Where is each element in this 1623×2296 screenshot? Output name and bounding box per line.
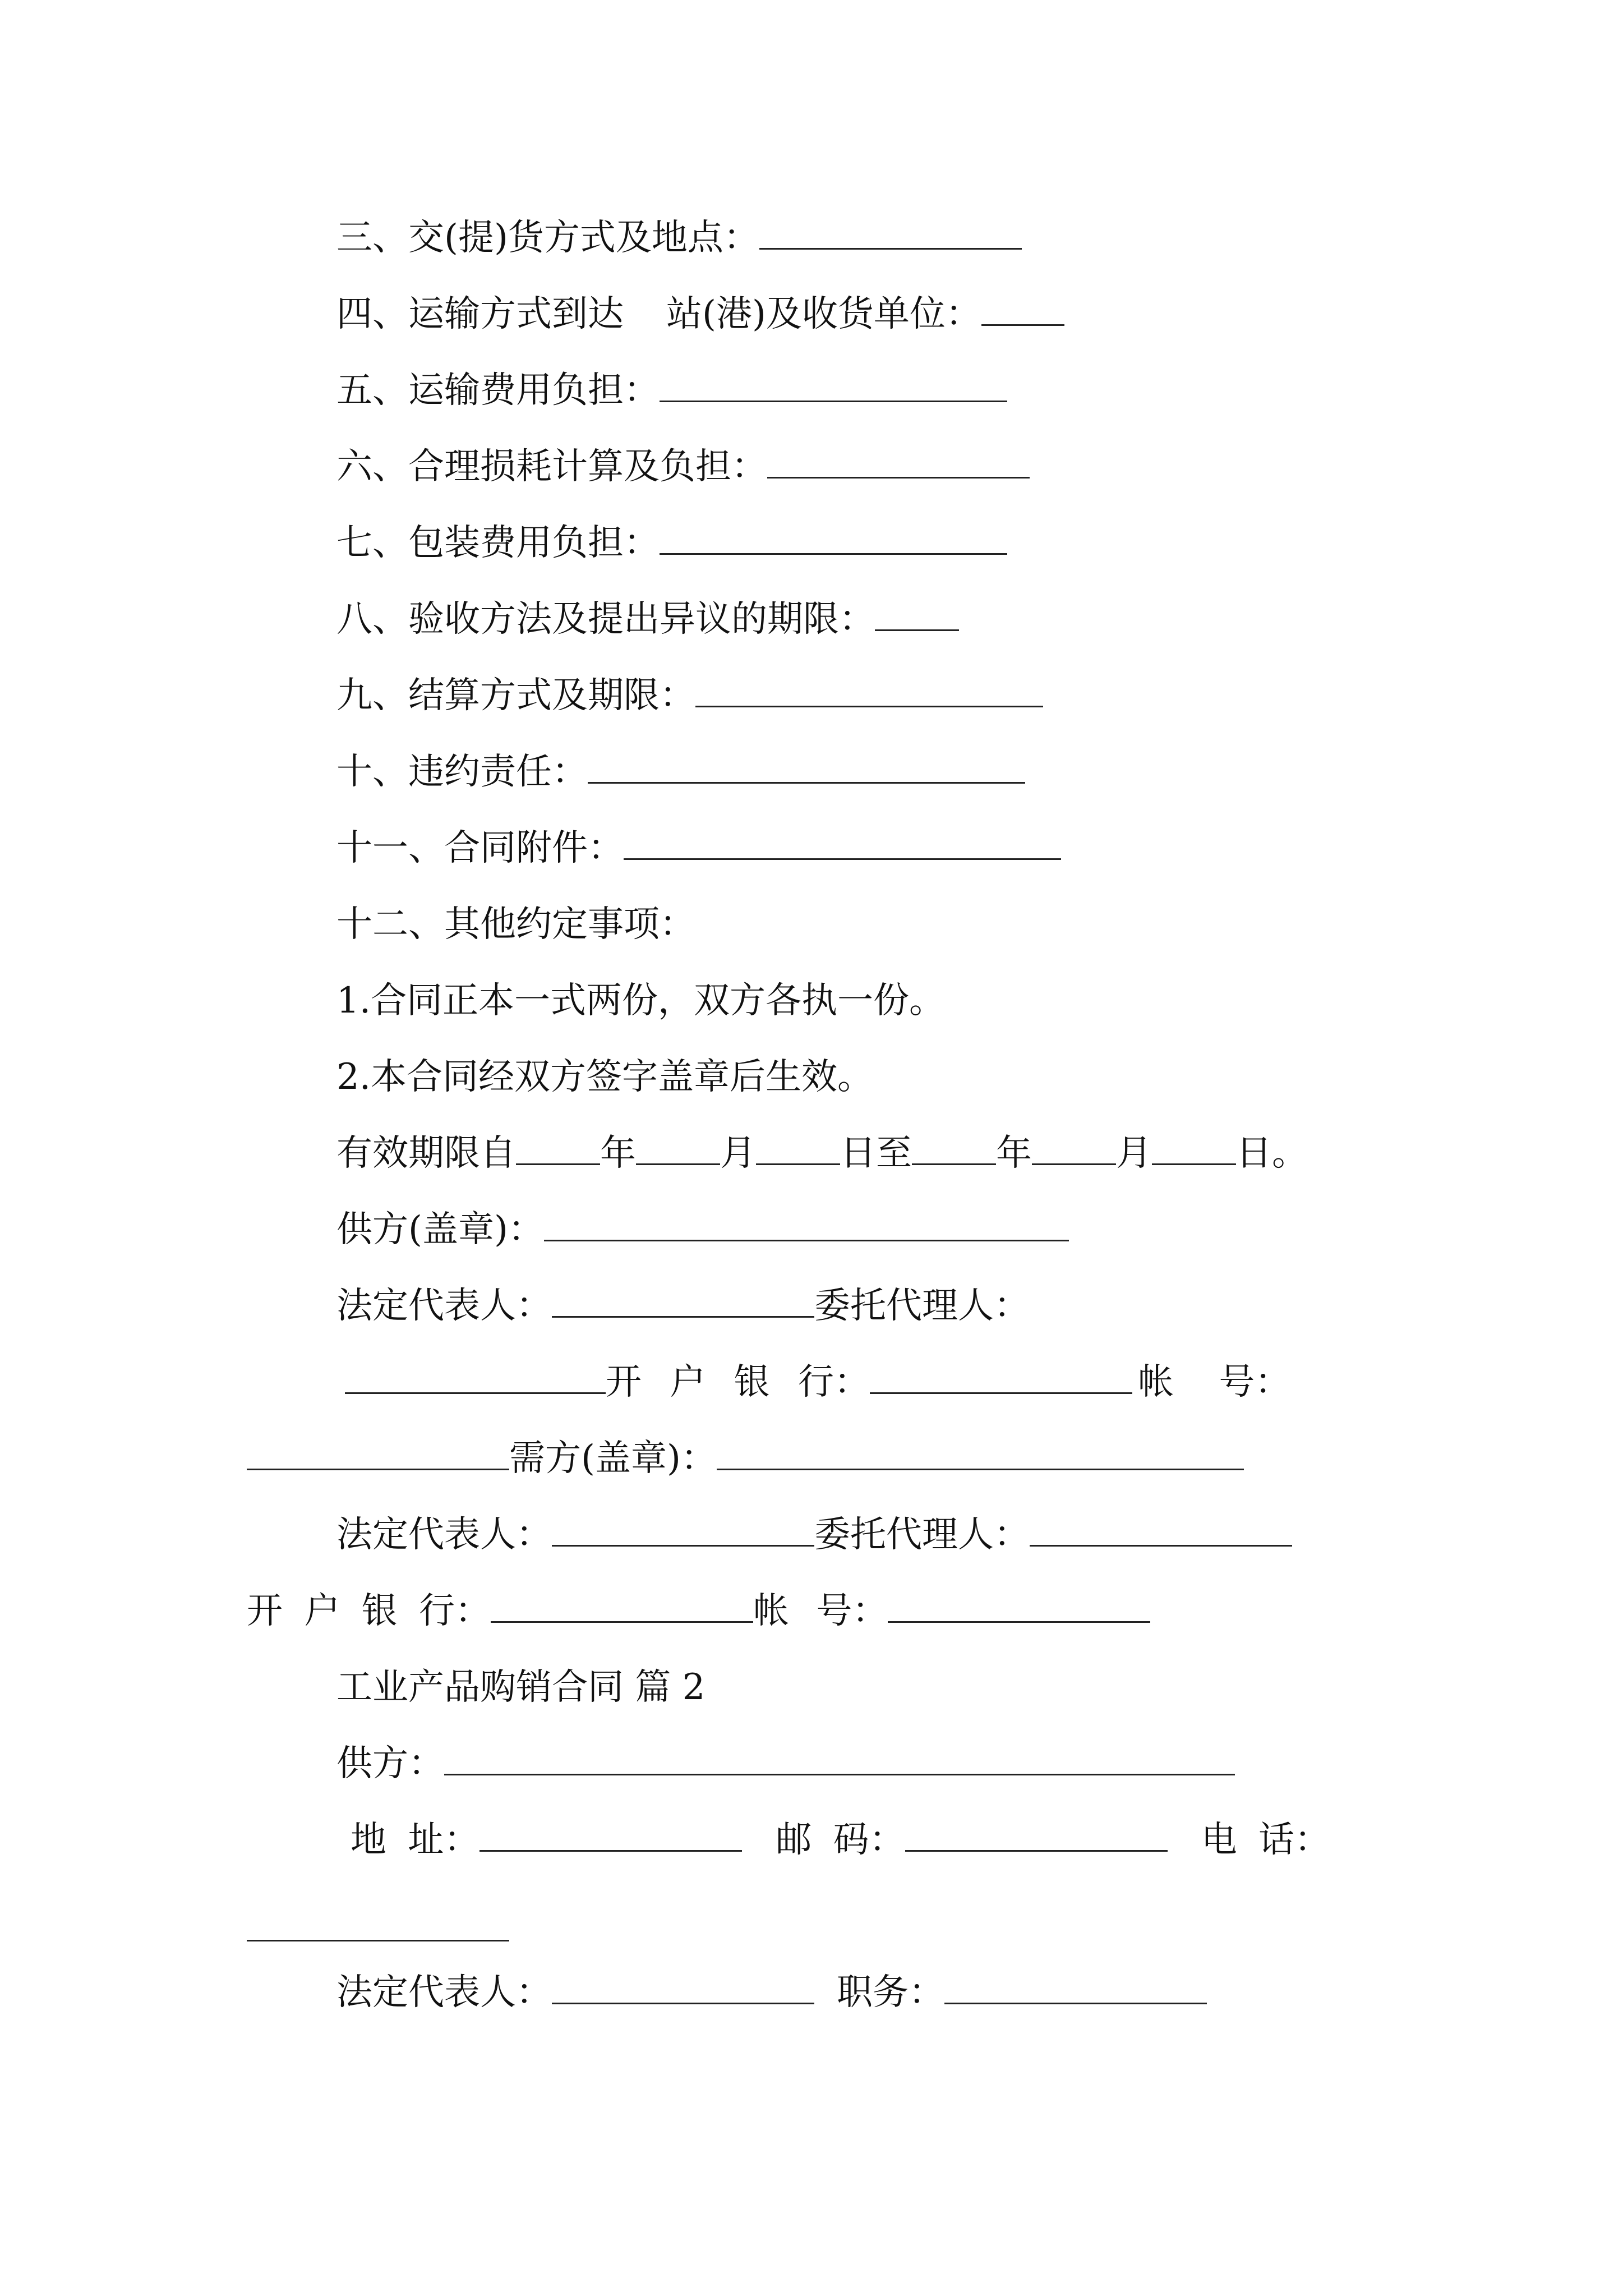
validity-start-month-blank[interactable] (636, 1137, 720, 1165)
legal-rep2-label: 法定代表人： (336, 1514, 552, 1556)
contact-line (351, 1819, 1331, 1861)
bank-blank[interactable] (870, 1365, 1132, 1394)
clause-10-label: 十、违约责任： (336, 751, 588, 793)
clause-8-line (336, 599, 959, 640)
clause-7-blank[interactable] (660, 526, 1007, 555)
validity-month2-label: 月 (1116, 1133, 1152, 1174)
clause-4-label-a: 四、运输方式到达 (336, 293, 624, 335)
validity-prefix: 有效期限自 (336, 1133, 516, 1174)
clause-12-line (336, 904, 695, 945)
validity-end-year-blank[interactable] (912, 1137, 996, 1165)
legal-rep-blank[interactable] (552, 1289, 814, 1318)
agent-label: 委托代理人： (814, 1285, 1030, 1327)
clause-4-blank[interactable] (981, 297, 1064, 326)
clause-8-blank[interactable] (875, 602, 959, 631)
agent2-blank[interactable] (1030, 1518, 1292, 1547)
validity-year-label: 年 (600, 1133, 636, 1174)
clause-11-label: 十一、合同附件： (336, 827, 624, 869)
clause-4-line (336, 293, 1064, 335)
clause-6-blank[interactable] (767, 450, 1030, 478)
clause-11-blank[interactable] (624, 831, 1061, 860)
supplier-line (336, 1743, 1235, 1784)
clause-3-blank[interactable] (759, 221, 1022, 250)
account2-blank[interactable] (888, 1594, 1150, 1623)
buyer-seal-blank[interactable] (717, 1442, 1244, 1470)
clause-9-line (336, 675, 1043, 716)
agent2-label: 委托代理人： (814, 1514, 1030, 1556)
supplier-bank-line (345, 1361, 1291, 1403)
address-blank[interactable] (479, 1823, 742, 1852)
validity-start-year-blank[interactable] (516, 1137, 600, 1165)
bank2-label: 开 户 银 行： (247, 1590, 491, 1632)
account-blank[interactable] (247, 1442, 509, 1470)
part2-title-line (336, 1667, 706, 1708)
clause-5-blank[interactable] (660, 374, 1007, 402)
phone-blank-line (247, 1913, 509, 1941)
validity-end-month-blank[interactable] (1032, 1137, 1116, 1165)
validity-day-to-label: 日至 (840, 1133, 912, 1174)
clause-7-label: 七、包装费用负担： (336, 522, 660, 564)
legal-rep2-blank[interactable] (552, 1518, 814, 1547)
buyer-seal-line (247, 1438, 1244, 1479)
clause-10-line (336, 751, 1025, 793)
postcode-label: 邮 码： (776, 1819, 905, 1861)
clause-8-label: 八、验收方法及提出异议的期限： (336, 599, 875, 640)
account-label: 帐 号： (1138, 1361, 1291, 1403)
item-2-text: 2.本合同经双方签字盖章后生效。 (336, 1056, 874, 1098)
bank-label: 开 户 银 行： (606, 1361, 870, 1403)
phone-blank[interactable] (247, 1913, 509, 1941)
supplier-label: 供方： (336, 1743, 444, 1784)
validity-day-end-label: 日。 (1236, 1133, 1308, 1174)
item-2-line (336, 1056, 874, 1098)
clause-3-label: 三、交(提)货方式及地点： (336, 217, 759, 259)
supplier-blank[interactable] (444, 1747, 1235, 1775)
clause-12-label: 十二、其他约定事项： (336, 904, 695, 945)
clause-3-line (336, 217, 1022, 259)
legal-rep3-line (336, 1972, 1207, 2013)
clause-5-line (336, 370, 1007, 411)
supplier-seal-blank[interactable] (544, 1213, 1069, 1241)
item-1-line (336, 980, 946, 1022)
validity-start-day-blank[interactable] (756, 1137, 840, 1165)
part2-title: 工业产品购销合同 篇 2 (336, 1667, 706, 1708)
supplier-seal-line (336, 1209, 1069, 1250)
account2-label: 帐 号： (753, 1590, 888, 1632)
clause-7-line (336, 522, 1007, 564)
validity-end-day-blank[interactable] (1152, 1137, 1236, 1165)
buyer-rep-line (336, 1514, 1292, 1556)
buyer-bank-line (247, 1590, 1150, 1632)
postcode-blank[interactable] (905, 1823, 1168, 1852)
clause-9-label: 九、结算方式及期限： (336, 675, 695, 716)
agent-blank[interactable] (345, 1365, 606, 1394)
item-1-text: 1.合同正本一式两份，双方各执一份。 (336, 980, 946, 1022)
position-label: 职务： (837, 1972, 944, 2013)
legal-rep3-label: 法定代表人： (336, 1972, 552, 2013)
clause-9-blank[interactable] (695, 679, 1043, 707)
clause-10-blank[interactable] (588, 755, 1025, 784)
phone-label: 电 话： (1201, 1819, 1331, 1861)
supplier-rep-line (336, 1285, 1030, 1327)
legal-rep-label: 法定代表人： (336, 1285, 552, 1327)
clause-6-line (336, 446, 1030, 487)
validity-line (336, 1133, 1308, 1174)
clause-6-label: 六、合理损耗计算及负担： (336, 446, 767, 487)
validity-month-label: 月 (720, 1133, 756, 1174)
supplier-seal-label: 供方(盖章)： (336, 1209, 544, 1250)
buyer-seal-label: 需方(盖章)： (509, 1438, 717, 1479)
legal-rep3-blank[interactable] (552, 1976, 814, 2004)
address-label: 地 址： (351, 1819, 480, 1861)
position-blank[interactable] (944, 1976, 1207, 2004)
clause-5-label: 五、运输费用负担： (336, 370, 660, 411)
clause-4-label-b: 站(港)及收货单位： (666, 293, 981, 335)
bank2-blank[interactable] (491, 1594, 753, 1623)
validity-year2-label: 年 (996, 1133, 1032, 1174)
clause-11-line (336, 827, 1061, 869)
